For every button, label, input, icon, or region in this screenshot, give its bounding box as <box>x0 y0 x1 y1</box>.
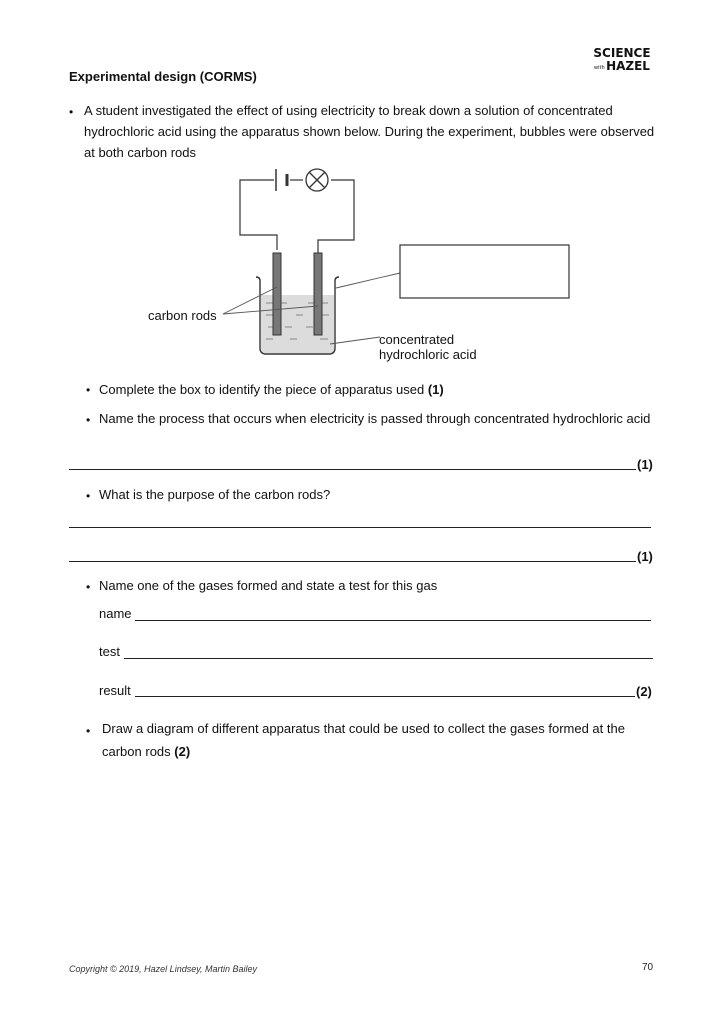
carbon-rod-right <box>314 253 322 335</box>
left-wire <box>240 180 277 250</box>
bullet-icon: • <box>69 105 74 119</box>
acid-pointer <box>330 337 380 344</box>
intro-text: A student investigated the effect of using electricity to break down a solution of concentrated hydrochloric acid using the apparatus shown below. During the experiment, bubbles were observed at both carbon rods <box>84 103 655 160</box>
question-4-marks: (2) <box>636 684 652 699</box>
answer-line-q2[interactable] <box>69 469 636 470</box>
answer-line-name[interactable] <box>135 620 651 621</box>
question-1-marks: (1) <box>427 382 444 397</box>
logo-line2: HAZEL <box>606 59 650 73</box>
question-3-text: What is the purpose of the carbon rods? <box>99 487 331 502</box>
question-3-marks: (1) <box>637 549 653 564</box>
label-concentrated: concentrated <box>379 332 455 347</box>
question-5 <box>102 717 662 763</box>
copyright-footer: Copyright © 2019, Hazel Lindsey, Martin Bailey <box>69 964 258 974</box>
label-hydrochloric-acid: hydrochloric acid <box>379 347 477 362</box>
question-1 <box>99 379 659 400</box>
label-test: test <box>99 644 120 659</box>
question-2-text: Name the process that occurs when electricity is passed through concentrated hydrochloric acid <box>99 411 651 426</box>
question-5-marks: (2) <box>174 744 191 759</box>
answer-line-q3a[interactable] <box>69 527 651 528</box>
label-name: name <box>99 606 132 621</box>
bullet-icon: • <box>86 580 91 594</box>
label-result: result <box>99 683 131 698</box>
right-wire <box>318 180 354 255</box>
bullet-icon: • <box>86 413 91 427</box>
logo-line1: SCIENCE <box>593 46 651 60</box>
box-pointer <box>336 273 400 288</box>
question-4-text: Name one of the gases formed and state a test for this gas <box>99 578 438 593</box>
answer-line-test[interactable] <box>124 658 653 659</box>
label-carbon-rods: carbon rods <box>148 308 217 323</box>
question-5-text: Draw a diagram of different apparatus that could be used to collect the gases formed at the carbon rods <box>102 721 625 759</box>
question-2-marks: (1) <box>637 457 653 472</box>
logo-small: with <box>594 65 605 71</box>
page-number: 70 <box>642 962 654 973</box>
page-title: Experimental design (CORMS) <box>69 69 257 84</box>
bullet-icon: • <box>86 383 91 397</box>
question-1-text: Complete the box to identify the piece of apparatus used <box>99 382 425 397</box>
carbon-rod-left <box>273 253 281 335</box>
answer-line-q3b[interactable] <box>69 561 636 562</box>
answer-line-result[interactable] <box>135 696 635 697</box>
apparatus-answer-box[interactable] <box>400 245 569 298</box>
lamp-icon <box>306 169 328 191</box>
bullet-icon: • <box>86 489 91 503</box>
bullet-icon: • <box>86 724 91 738</box>
electrolysis-diagram <box>140 160 580 370</box>
science-with-hazel-logo <box>586 44 658 74</box>
acid-liquid <box>261 295 334 353</box>
